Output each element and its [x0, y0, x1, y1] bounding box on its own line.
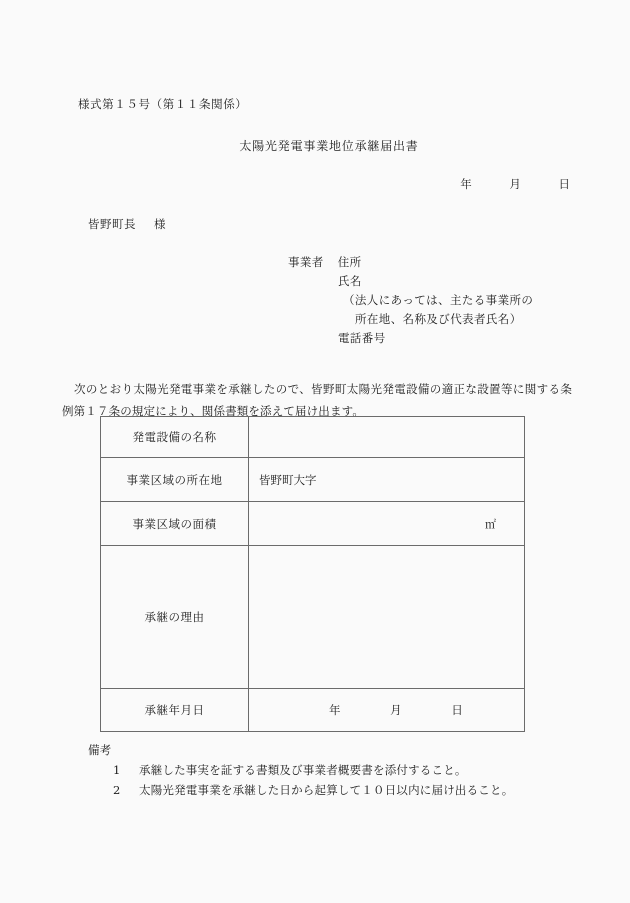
- remarks-item-1-number: 1: [113, 763, 121, 777]
- operator-address-label: 住所: [337, 255, 362, 269]
- table-row-succession-date: [101, 689, 525, 732]
- date-month-label: 月: [509, 177, 521, 191]
- remarks-item-2-number: 2: [113, 783, 121, 797]
- area-unit-label: ㎡: [485, 517, 496, 531]
- addressee-honorific: 様: [154, 217, 166, 231]
- remarks-section: [88, 740, 513, 800]
- page-title: 太陽光発電事業地位承継届出書: [239, 139, 419, 153]
- operator-name-label: 氏名: [338, 274, 362, 288]
- operator-name-row: [288, 272, 533, 291]
- table-row-succession-reason: [101, 546, 525, 689]
- body-paragraph: 次のとおり太陽光発電事業を承継したので、皆野町太陽光発電設備の適正な設置等に関する条例第１７条の規定により、関係書類を添えて届け出ます。: [62, 382, 572, 418]
- operator-phone-label: 電話番号: [338, 331, 386, 345]
- table-row-facility-name: [101, 417, 525, 458]
- addressee: [88, 216, 166, 232]
- addressee-name: 皆野町長: [88, 217, 136, 231]
- remarks-item-1-text: 承継した事実を証する書類及び事業者概要書を添付すること。: [139, 763, 467, 777]
- table-row-site-area: [101, 502, 525, 546]
- row-value-facility-name[interactable]: [249, 417, 525, 458]
- remarks-title: 備考: [88, 743, 112, 757]
- date-day-label: 日: [558, 177, 570, 191]
- row-label-succession-reason: 承継の理由: [101, 546, 249, 689]
- table-row-site-location: [101, 458, 525, 502]
- succession-date-month-label: 月: [390, 703, 402, 717]
- row-label-site-area: 事業区域の面積: [101, 502, 249, 546]
- row-value-succession-reason[interactable]: [249, 546, 525, 689]
- submission-date-line: [460, 176, 570, 192]
- row-label-site-location: 事業区域の所在地: [101, 458, 249, 502]
- operator-label: 事業者: [288, 255, 324, 269]
- row-value-succession-date[interactable]: [249, 689, 525, 732]
- remarks-item-1: [88, 760, 513, 780]
- date-year-label: 年: [460, 177, 472, 191]
- remarks-item-2-text: 太陽光発電事業を承継した日から起算して１０日以内に届け出ること。: [139, 783, 514, 797]
- operator-corporate-note-line1: （法人にあっては、主たる事業所の: [343, 293, 534, 307]
- operator-phone-row: [288, 329, 533, 348]
- succession-date-day-label: 日: [451, 703, 463, 717]
- operator-corporate-note-row-1: [288, 291, 533, 310]
- form-number: 様式第１５号（第１１条関係）: [78, 97, 248, 111]
- operator-corporate-note-line2: 所在地、名称及び代表者氏名）: [355, 312, 522, 326]
- row-value-site-area[interactable]: [249, 502, 525, 546]
- row-label-facility-name: 発電設備の名称: [101, 417, 249, 458]
- remarks-item-2: [88, 780, 513, 800]
- row-label-succession-date: 承継年月日: [101, 689, 249, 732]
- operator-address-row: [288, 253, 533, 272]
- succession-form-table: [100, 416, 525, 732]
- succession-date-fields: [259, 702, 514, 718]
- row-value-site-location[interactable]: 皆野町大字: [249, 458, 525, 502]
- operator-corporate-note-row-2: [288, 310, 533, 329]
- operator-block: [288, 253, 533, 348]
- succession-date-year-label: 年: [329, 703, 341, 717]
